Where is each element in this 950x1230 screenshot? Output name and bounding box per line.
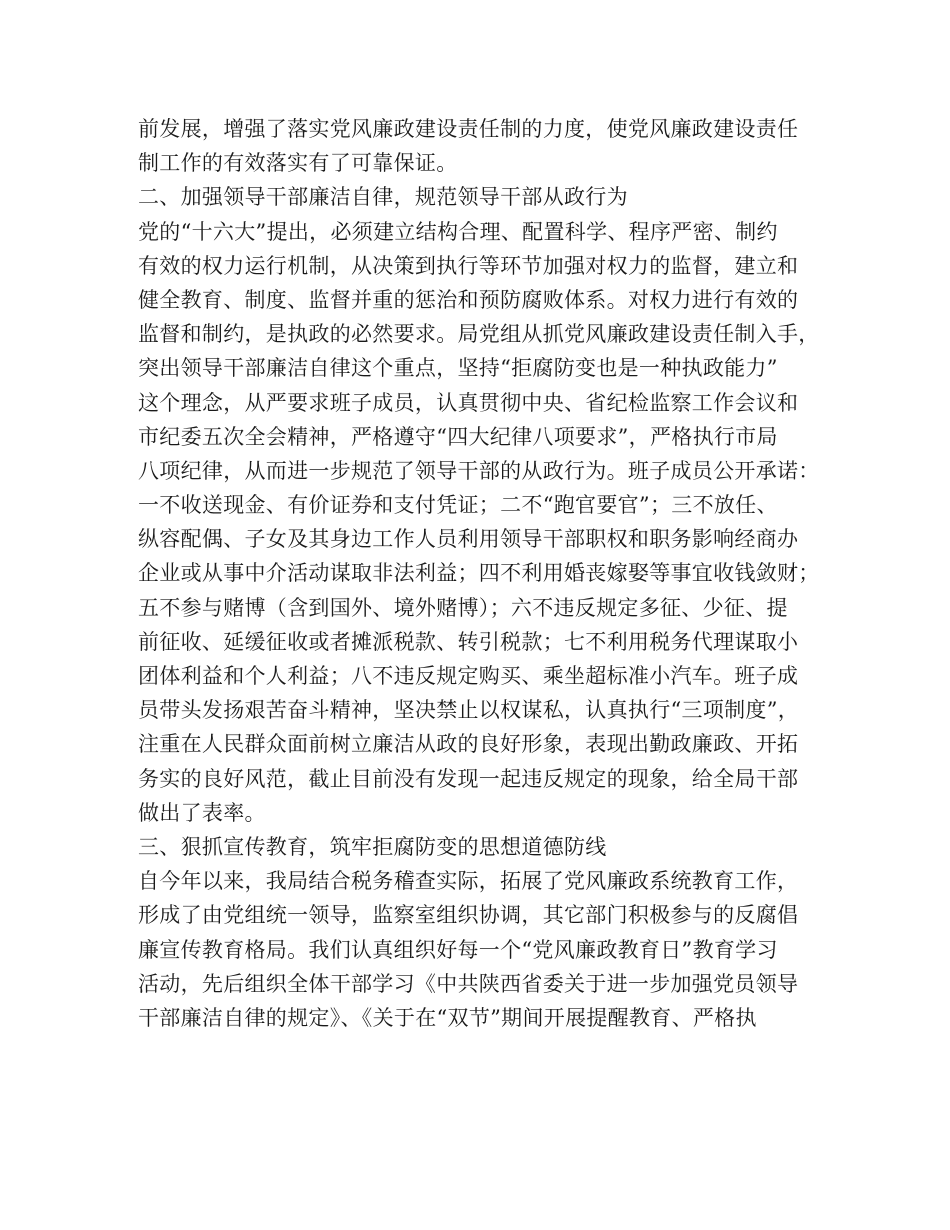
text-line: 突出领导干部廉洁自律这个重点，坚持“拒腐防变也是一种执政能力”	[138, 356, 778, 381]
text-line: 员带头发扬艰苦奋斗精神，坚决禁止以权谋私，认真执行“三项制度”，	[138, 698, 800, 723]
text-line: 纵容配偶、子女及其身边工作人员利用领导干部职权和职务影响经商办	[138, 527, 799, 552]
text-line: 监督和制约，是执政的必然要求。局党组从抓党风廉政建设责任制入手，	[138, 322, 820, 347]
text-line: 市纪委五次全会精神，严格遵守“四大纪律八项要求”，严格执行市局	[138, 424, 778, 449]
text-line: 务实的良好风范，截止目前没有发现一起违反规定的现象，给全局干部	[138, 766, 799, 791]
text-line: 注重在人民群众面前树立廉洁从政的良好形象，表现出勤政廉政、开拓	[138, 732, 799, 757]
text-line: 八项纪律，从而进一步规范了领导干部的从政行为。班子成员公开承诺：	[138, 458, 820, 483]
text-line: 健全教育、制度、监督并重的惩治和预防腐败体系。对权力进行有效的	[138, 287, 799, 312]
text-line: 一不收送现金、有价证券和支付凭证；二不“跑官要官”；三不放任、	[138, 493, 778, 518]
text-line: 前征收、延缓征收或者摊派税款、转引税款；七不利用税务代理谋取小	[138, 629, 799, 654]
text-line: 这个理念，从严要求班子成员，认真贯彻中央、省纪检监察工作会议和	[138, 390, 799, 415]
text-line: 制工作的有效落实有了可靠保证。	[138, 151, 458, 176]
text-line: 团体利益和个人利益；八不违反规定购买、乘坐超标准小汽车。班子成	[138, 664, 799, 688]
text-line: 活动，先后组织全体干部学习《中共陕西省委关于进一步加强党员领导	[138, 971, 799, 996]
text-line: 做出了表率。	[138, 800, 266, 825]
text-line: 前发展，增强了落实党风廉政建设责任制的力度，使党风廉政建设责任	[138, 117, 799, 141]
text-line: 有效的权力运行机制，从决策到执行等环节加强对权力的监督，建立和	[138, 253, 799, 278]
text-line: 五不参与赌博（含到国外、境外赌博）；六不违反规定多征、少征、提	[138, 595, 788, 620]
text-line: 自今年以来，我局结合税务稽查实际，拓展了党风廉政系统教育工作，	[138, 869, 799, 894]
text-line: 廉宣传教育格局。我们认真组织好每一个“党风廉政教育日”教育学习	[138, 937, 778, 962]
section-heading: 三、狠抓宣传教育，筑牢拒腐防变的思想道德防线	[138, 834, 607, 859]
text-line: 干部廉洁自律的规定》、《关于在“双节”期间开展提醒教育、严格执	[138, 1005, 757, 1030]
text-line: 形成了由党组统一领导，监察室组织协调，其它部门积极参与的反腐倡	[138, 903, 799, 928]
text-line: 企业或从事中介活动谋取非法利益；四不利用婚丧嫁娶等事宜收钱敛财；	[138, 561, 820, 586]
section-heading: 二、加强领导干部廉洁自律，规范领导干部从政行为	[138, 185, 628, 210]
body-text	[138, 112, 838, 1035]
text-line: 党的“十六大”提出，必须建立结构合理、配置科学、程序严密、制约	[138, 219, 778, 244]
